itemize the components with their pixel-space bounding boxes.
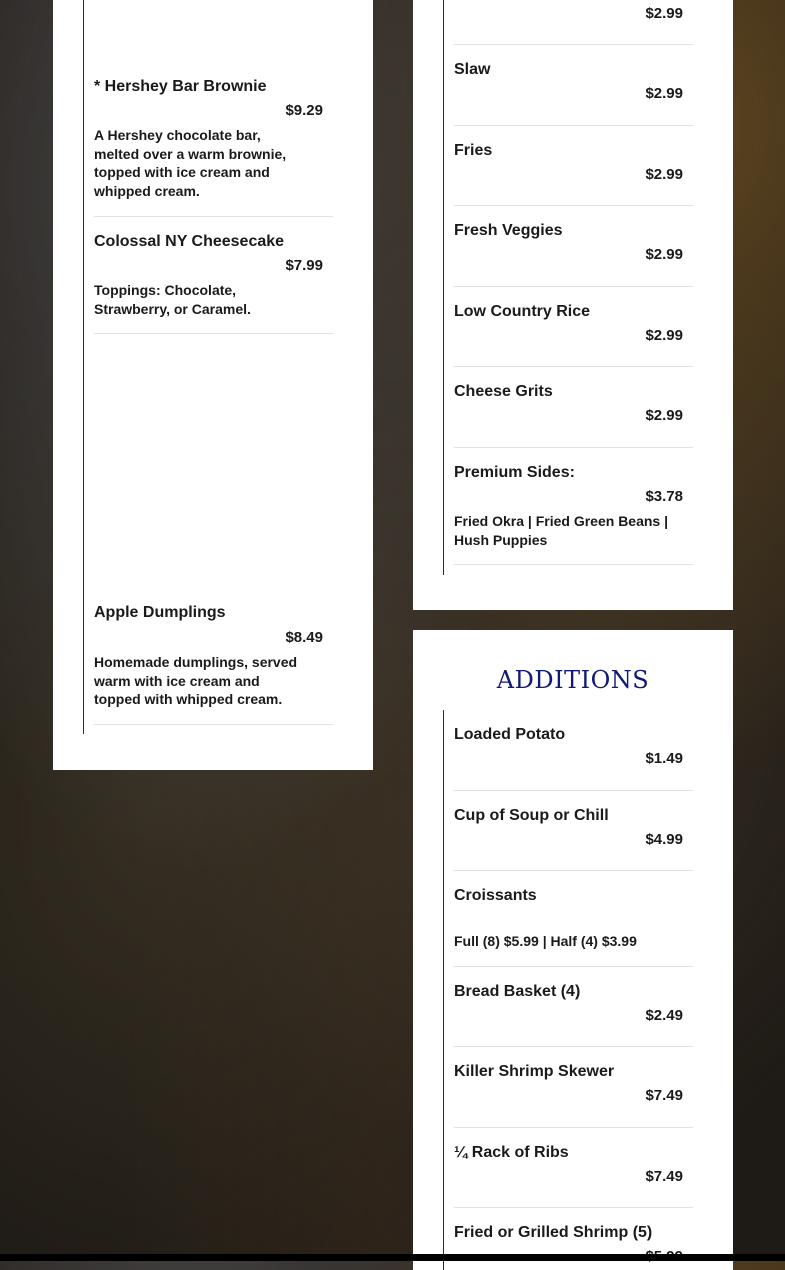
item-name: Fries (454, 142, 493, 159)
item-price: $7.49 (645, 1087, 683, 1104)
additions-panel (413, 630, 733, 1270)
menu-item-bread-basket[interactable] (454, 983, 693, 1047)
item-price: $7.99 (285, 257, 323, 274)
item-price: $2.99 (645, 246, 683, 263)
menu-item-partial[interactable] (454, 0, 693, 45)
menu-item-hershey-bar-brownie[interactable] (94, 78, 333, 217)
item-name: Slaw (454, 61, 491, 78)
menu-divider-line (83, 0, 84, 734)
item-price: $4.99 (645, 831, 683, 848)
item-description: Toppings: Chocolate, Strawberry, or Caramel. (94, 282, 251, 317)
item-price: $2.49 (645, 1007, 683, 1024)
item-price: $2.99 (645, 407, 683, 424)
item-price: $2.99 (645, 5, 683, 22)
menu-item-loaded-potato[interactable] (454, 726, 693, 791)
item-price: $3.78 (645, 488, 683, 505)
item-name: Bread Basket (4) (454, 983, 581, 1000)
item-price: $8.49 (285, 629, 323, 646)
menu-item-low-country-rice[interactable] (454, 303, 693, 367)
item-price: $2.99 (645, 166, 683, 183)
menu-divider-line (443, 710, 444, 1270)
menu-item-cheese-grits[interactable] (454, 383, 693, 448)
menu-item-apple-dumplings[interactable] (94, 604, 333, 725)
item-name: Fresh Veggies (454, 222, 563, 239)
item-name: Fried or Grilled Shrimp (5) (454, 1224, 653, 1241)
item-name: Apple Dumplings (94, 604, 226, 621)
item-price: $9.29 (285, 102, 323, 119)
menu-item-cup-of-soup[interactable] (454, 807, 693, 871)
item-name: Colossal NY Cheesecake (94, 233, 285, 250)
item-price: $2.99 (645, 327, 683, 344)
menu-item-croissants[interactable] (454, 887, 693, 967)
item-name: Loaded Potato (454, 726, 566, 743)
item-name: Cup of Soup or Chill (454, 807, 609, 824)
item-name: Croissants (454, 887, 537, 904)
menu-item-premium-sides[interactable] (454, 464, 693, 565)
menu-divider-line (443, 0, 444, 575)
item-price: $7.49 (645, 1168, 683, 1185)
menu-item-slaw[interactable] (454, 61, 693, 126)
item-name: * Hershey Bar Brownie (94, 78, 267, 95)
item-description: Full (8) $5.99 | Half (4) $3.99 (454, 933, 637, 949)
desserts-panel (53, 0, 373, 770)
item-name: Low Country Rice (454, 303, 591, 320)
item-name: Cheese Grits (454, 383, 553, 400)
menu-item-fries[interactable] (454, 142, 693, 206)
item-price: $2.99 (645, 85, 683, 102)
menu-item-fried-or-grilled-shrimp[interactable] (454, 1224, 693, 1270)
item-name: Killer Shrimp Skewer (454, 1063, 615, 1080)
menu-item-fresh-veggies[interactable] (454, 222, 693, 287)
menu-item-quarter-rack-ribs[interactable] (454, 1144, 693, 1208)
bottom-bar (0, 1254, 785, 1261)
item-price: $1.49 (645, 750, 683, 767)
item-description: A Hershey chocolate bar, melted over a warm brownie, topped with ice cream and whipped cream. (94, 127, 287, 199)
menu-item-killer-shrimp-skewer[interactable] (454, 1063, 693, 1128)
section-title: ADDITIONS (496, 666, 650, 694)
menu-item-colossal-ny-cheesecake[interactable] (94, 233, 333, 334)
item-name: ¼ Rack of Ribs (454, 1144, 569, 1161)
item-description: Fried Okra | Fried Green Beans | Hush Puppies (454, 513, 669, 548)
item-description: Homemade dumplings, served warm with ice cream and topped with whipped cream. (94, 654, 298, 708)
item-name: Premium Sides: (454, 464, 575, 481)
sides-panel (413, 0, 733, 610)
